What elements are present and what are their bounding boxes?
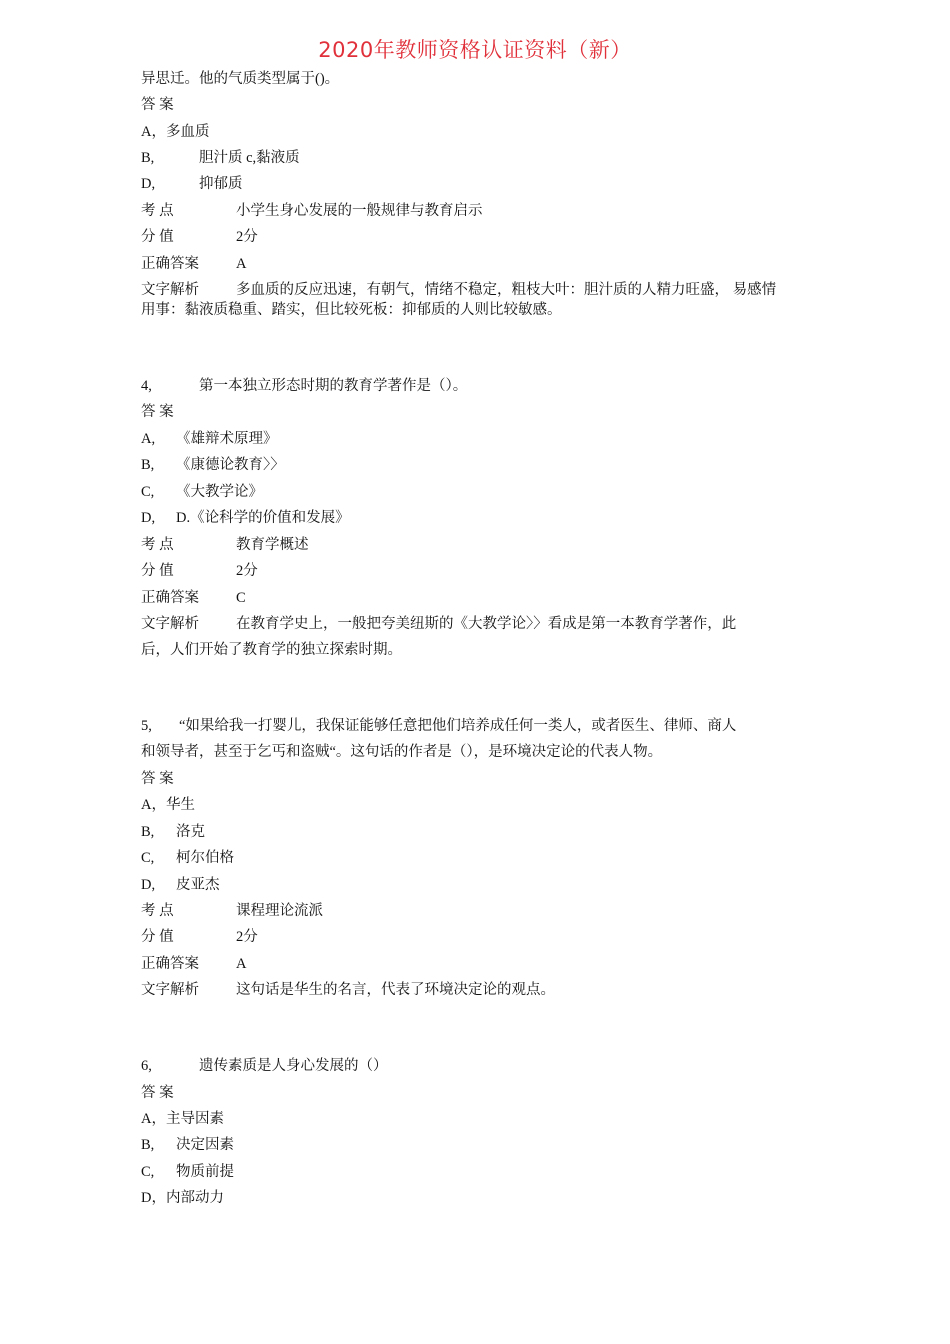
topic-label: 考 点 <box>141 903 174 919</box>
option-b <box>141 1136 234 1154</box>
option-letter: C, <box>141 850 155 866</box>
correct-answer-row <box>141 955 247 973</box>
answer-label: 答 案 <box>141 97 174 113</box>
score-row <box>141 928 258 946</box>
score-row <box>141 228 258 246</box>
analysis-label: 文字解析 <box>141 616 199 632</box>
option-a: A，华生 <box>141 797 195 813</box>
option-b <box>141 823 205 841</box>
score-value: 2分 <box>236 929 258 945</box>
option-letter: C, <box>141 484 155 500</box>
option-letter: C, <box>141 1164 155 1180</box>
score-value: 2分 <box>236 563 258 579</box>
correct-answer-value: A <box>236 956 247 972</box>
question-text: 第一本独立形态时期的教育学著作是（）。 <box>199 378 468 394</box>
question-5-stem <box>141 717 737 735</box>
option-text: 抑郁质 <box>199 176 243 192</box>
option-letter: B, <box>141 150 155 166</box>
analysis-row <box>141 615 737 633</box>
question-text: 遗传素质是人身心发展的（） <box>199 1058 388 1074</box>
question-number: 6, <box>141 1058 152 1074</box>
option-c <box>141 483 263 501</box>
score-label: 分 值 <box>141 229 174 245</box>
option-d: D，内部动力 <box>141 1190 224 1206</box>
question-4-stem <box>141 377 468 395</box>
question-5-stem-continuation: 和领导者，甚至于乞丐和盗贼“。这句话的作者是（），是环境决定论的代表人物。 <box>141 744 663 760</box>
analysis-label: 文字解析 <box>141 982 199 998</box>
topic-row <box>141 202 483 220</box>
score-label: 分 值 <box>141 929 174 945</box>
question-stem-tail: 异思迁。他的气质类型属于()。 <box>141 71 340 87</box>
score-label: 分 值 <box>141 563 174 579</box>
question-6-stem <box>141 1057 388 1075</box>
option-text: 决定因素 <box>176 1137 234 1153</box>
correct-answer-label: 正确答案 <box>141 256 199 272</box>
score-value: 2分 <box>236 229 258 245</box>
option-c <box>141 1163 234 1181</box>
option-d <box>141 509 350 527</box>
correct-answer-value: A <box>236 256 247 272</box>
question-number: 5, <box>141 718 152 734</box>
analysis-row <box>141 281 777 299</box>
option-letter: D, <box>141 176 156 192</box>
topic-value: 课程理论流派 <box>236 903 323 919</box>
correct-answer-label: 正确答案 <box>141 590 199 606</box>
answer-label: 答 案 <box>141 404 174 420</box>
topic-value: 小学生身心发展的一般规律与教育启示 <box>236 203 483 219</box>
option-b <box>141 456 285 474</box>
option-letter: B, <box>141 457 155 473</box>
correct-answer-value: C <box>236 590 246 606</box>
correct-answer-row <box>141 589 246 607</box>
analysis-text: 这句话是华生的名言，代表了环境决定论的观点。 <box>236 982 555 998</box>
topic-row <box>141 902 323 920</box>
answer-label: 答 案 <box>141 1085 174 1101</box>
topic-value: 教育学概述 <box>236 537 309 553</box>
option-b <box>141 149 300 167</box>
option-text: 物质前提 <box>176 1164 234 1180</box>
option-letter: B, <box>141 824 155 840</box>
option-text: 《大教学论》 <box>176 484 263 500</box>
option-d <box>141 876 220 894</box>
topic-label: 考 点 <box>141 203 174 219</box>
topic-label: 考 点 <box>141 537 174 553</box>
option-text: 柯尔伯格 <box>176 850 234 866</box>
option-text: 洛克 <box>176 824 205 840</box>
option-text: 皮亚杰 <box>176 877 220 893</box>
analysis-continuation: 用事：黏液质稳重、踏实，但比较死板：抑郁质的人则比较敏感。 <box>141 302 562 318</box>
analysis-label: 文字解析 <box>141 282 199 298</box>
option-c <box>141 849 234 867</box>
option-letter: D, <box>141 877 156 893</box>
option-a: A，多血质 <box>141 124 210 140</box>
option-a <box>141 430 278 448</box>
option-d <box>141 175 243 193</box>
question-text: “如果给我一打婴儿，我保证能够任意把他们培养成任何一类人，或者医生、律师、商人 <box>179 718 737 734</box>
analysis-continuation: 后，人们开始了教育学的独立探索时期。 <box>141 642 402 658</box>
analysis-text: 在教育学史上，一般把夸美纽斯的《大教学论〉〉看成是第一本教育学著作，此 <box>236 616 737 632</box>
score-row <box>141 562 258 580</box>
topic-row <box>141 536 309 554</box>
option-letter: D, <box>141 510 156 526</box>
analysis-text: 多血质的反应迅速，有朝气，情绪不稳定，粗枝大叶：胆汁质的人精力旺盛， 易感情 <box>236 282 777 298</box>
option-text: 《康德论教育〉〉 <box>176 457 285 473</box>
option-text: 《雄辩术原理》 <box>176 431 278 447</box>
answer-label: 答 案 <box>141 771 174 787</box>
option-text: 胆汁质 c,黏液质 <box>199 150 300 166</box>
correct-answer-label: 正确答案 <box>141 956 199 972</box>
analysis-row <box>141 981 555 999</box>
page-title: 2020年教师资格认证资料（新） <box>318 38 632 62</box>
question-number: 4, <box>141 378 152 394</box>
option-text: D.《论科学的价值和发展》 <box>176 510 350 526</box>
option-letter: B, <box>141 1137 155 1153</box>
option-letter: A, <box>141 431 156 447</box>
option-a: A，主导因素 <box>141 1111 224 1127</box>
correct-answer-row <box>141 255 247 273</box>
